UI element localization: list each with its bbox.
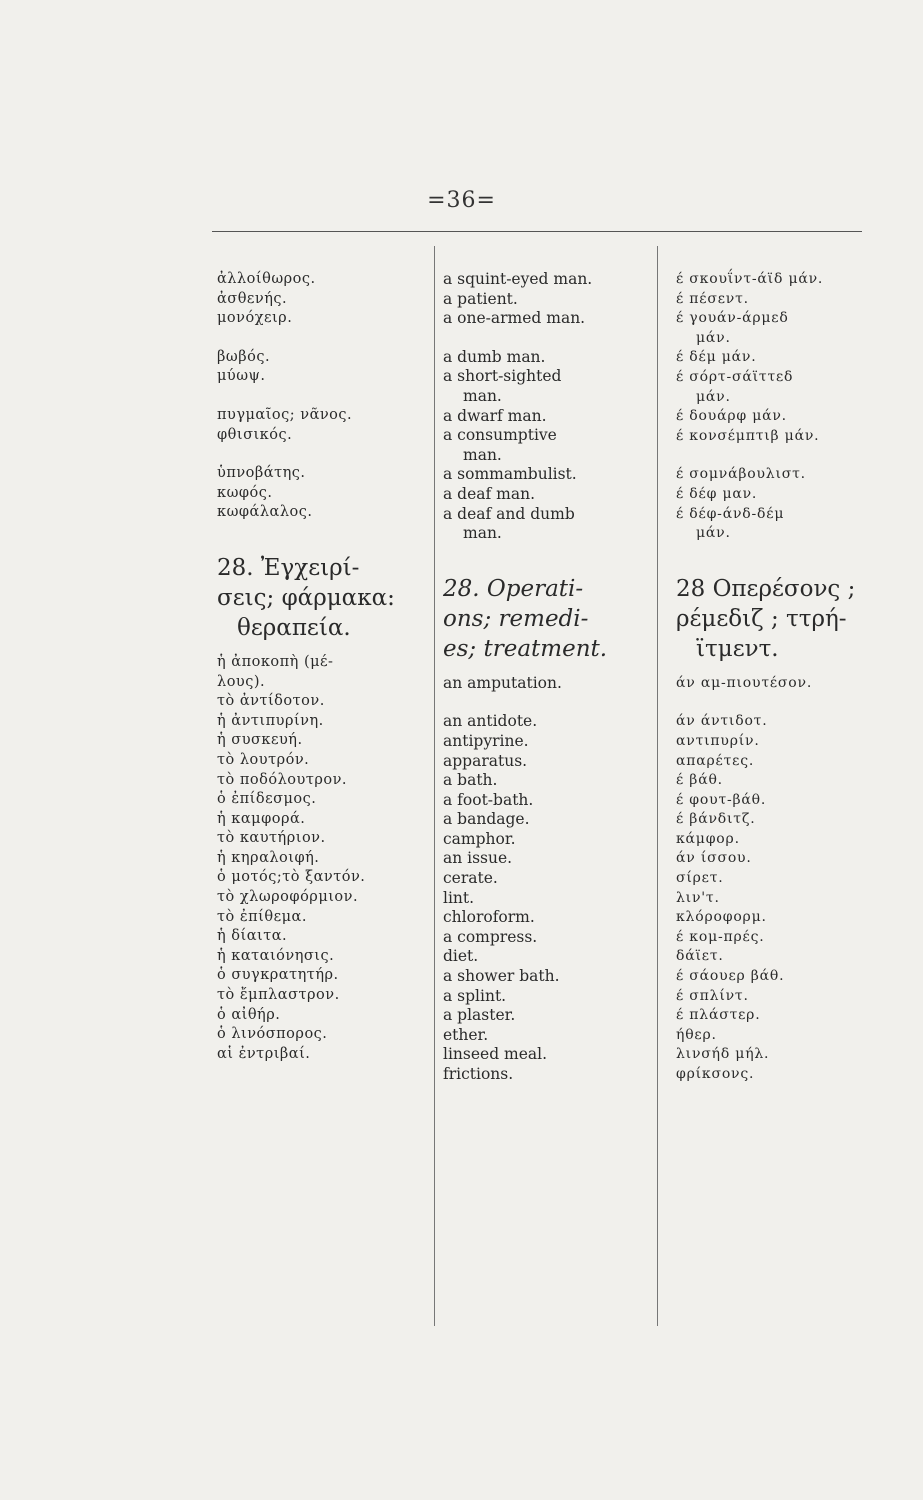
pronunciation-group-2 [676, 348, 861, 446]
pronunciation-group-3 [676, 465, 861, 543]
greek-group-4 [217, 464, 427, 523]
heading-line: ϊτμεντ. [696, 635, 779, 662]
english-term: cerate. [443, 869, 498, 888]
page-number: =36= [427, 188, 496, 213]
pronunciation-term: έ βάνδιτζ. [676, 811, 756, 828]
pronunciation-term: απαρέτες. [676, 752, 755, 769]
greek-group-2 [217, 348, 427, 387]
greek-term: ἡ καταιόνησις. [217, 947, 335, 964]
pronunciation-term: έ δέφ-άνδ-δέμ [676, 505, 785, 522]
greek-column [217, 270, 427, 1064]
pronunciation-term: έ σομνάβουλιστ. [676, 466, 806, 483]
pronunciation-term: έ δέφ μαν. [676, 485, 758, 502]
greek-term: ἀλλοίθωρος. [217, 271, 316, 287]
greek-term: τὸ λουτρόν. [217, 751, 310, 768]
pronunciation-term: έ σόρτ-σάϊττεδ [676, 368, 794, 385]
greek-term: αἱ ἐντριβαί. [217, 1045, 311, 1062]
greek-group-1 [217, 270, 427, 329]
english-term: a deaf man. [443, 484, 536, 503]
greek-term: πυγμαῖος; νᾶνος. [217, 406, 353, 423]
pronunciation-term: φρίκσονς. [676, 1066, 755, 1082]
greek-term: φθισικός. [217, 426, 293, 443]
greek-term: κωφός. [217, 484, 273, 501]
english-group-4 [443, 712, 648, 1084]
pronunciation-term: άν αμ-πιουτέσον. [676, 674, 813, 691]
pronunciation-term: ήθερ. [676, 1026, 717, 1043]
greek-term: μύωψ. [217, 368, 266, 385]
english-term: a splint. [443, 986, 507, 1005]
header-rule [212, 231, 862, 232]
english-term: diet. [443, 947, 479, 966]
english-term: man. [463, 386, 502, 405]
heading-line: θεραπεία. [237, 614, 351, 641]
pronunciation-term: έ γουάν-άρμεδ [676, 310, 789, 327]
pronunciation-term: μάν. [696, 329, 731, 346]
heading-line: ons; remedi- [443, 605, 589, 632]
english-term: a bath. [443, 771, 498, 790]
greek-term: ἡ κηραλοιφή. [217, 849, 320, 866]
greek-term: ἀσθενής. [217, 290, 288, 307]
english-term: an amputation. [443, 673, 562, 692]
pronunciation-group-4 [676, 674, 861, 694]
english-term: an antidote. [443, 712, 538, 731]
pronunciation-section-heading [676, 574, 861, 664]
english-section-heading [443, 574, 648, 664]
english-term: antipyrine. [443, 731, 529, 750]
greek-term: ὁ συγκρατητήρ. [217, 967, 339, 984]
english-term: a foot-bath. [443, 790, 534, 809]
greek-term: ἡ ἀποκοπὴ (μέ- [217, 653, 334, 670]
pronunciation-term: λινσήδ μήλ. [676, 1046, 770, 1063]
english-term: a deaf and dumb [443, 504, 575, 523]
pronunciation-term: μάν. [696, 525, 731, 542]
english-group-2 [443, 348, 648, 544]
greek-term: κωφάλαλος. [217, 504, 313, 521]
pronunciation-term: σίρετ. [676, 870, 724, 887]
pronunciation-term: έ πέσεντ. [676, 290, 749, 307]
heading-line: es; treatment. [443, 635, 608, 662]
english-term: a dumb man. [443, 347, 546, 366]
heading-line: 28. Ἐγχειρί- [217, 554, 360, 581]
english-term: a squint-eyed man. [443, 270, 593, 288]
pronunciation-group-1 [676, 270, 861, 348]
pronunciation-term: μάν. [696, 388, 731, 405]
english-term: frictions. [443, 1065, 514, 1083]
pronunciation-column [676, 270, 861, 1085]
english-term: a shower bath. [443, 967, 560, 986]
heading-line: 28. Operati- [443, 575, 584, 602]
english-term: a compress. [443, 927, 538, 946]
english-group-3 [443, 674, 648, 694]
greek-term: ὁ λινόσπορος. [217, 1026, 328, 1043]
greek-term: βωβός. [217, 348, 271, 365]
english-term: a patient. [443, 289, 518, 308]
english-term: a consumptive [443, 426, 557, 445]
pronunciation-term: έ βάθ. [676, 772, 723, 789]
greek-term: τὸ ἀντίδοτον. [217, 693, 325, 710]
pronunciation-term: έ δουάρφ μάν. [676, 408, 787, 425]
greek-term: τὸ ἔμπλαστρον. [217, 987, 340, 1004]
column-divider-left [434, 246, 435, 1326]
greek-term: λους). [217, 673, 266, 690]
greek-term: ὁ αἰθήρ. [217, 1006, 281, 1023]
greek-section-heading [217, 553, 427, 643]
greek-term: τὸ καυτήριον. [217, 830, 326, 847]
pronunciation-term: δάϊετ. [676, 948, 724, 965]
greek-term: ἡ δίαιτα. [217, 928, 288, 945]
english-term: chloroform. [443, 908, 535, 927]
english-group-1 [443, 270, 648, 329]
english-column [443, 270, 648, 1085]
pronunciation-term: έ σπλίντ. [676, 987, 749, 1004]
greek-term: ὁ ἐπίδεσμος. [217, 791, 317, 808]
english-term: an issue. [443, 849, 513, 868]
pronunciation-term: έ δέμ μάν. [676, 349, 757, 366]
greek-term: ἡ συσκευή. [217, 732, 303, 749]
pronunciation-term: κάμφορ. [676, 830, 740, 847]
english-term: man. [463, 524, 502, 543]
pronunciation-term: έ κονσέμπτιβ μάν. [676, 427, 820, 444]
greek-term: ἡ ἀντιπυρίνη. [217, 712, 324, 729]
pronunciation-term: άν ίσσου. [676, 850, 752, 867]
english-term: lint. [443, 888, 475, 907]
english-term: a short-sighted [443, 367, 562, 386]
pronunciation-term: έ κομ-πρές. [676, 928, 765, 945]
english-term: man. [463, 445, 502, 464]
greek-term: μονόχειρ. [217, 310, 293, 327]
pronunciation-term: άν άντιδοτ. [676, 713, 768, 730]
greek-term: ὁ μοτός;τὸ ξαντόν. [217, 869, 366, 886]
pronunciation-term: έ φουτ-βάθ. [676, 791, 767, 808]
greek-group-3 [217, 406, 427, 445]
heading-line: 28 Οπερέσονς ; [676, 575, 856, 602]
english-term: ether. [443, 1025, 489, 1044]
heading-line: σεις; φάρμακα: [217, 584, 395, 611]
greek-term: ἡ καμφορά. [217, 810, 306, 827]
pronunciation-term: λιν'τ. [676, 889, 720, 906]
english-term: apparatus. [443, 751, 528, 770]
column-divider-right [657, 246, 658, 1326]
greek-group-5 [217, 653, 427, 1064]
english-term: a dwarf man. [443, 406, 547, 425]
pronunciation-term: έ σκουΐντ-άϊδ μάν. [676, 271, 824, 287]
greek-term: τὸ ἐπίθεμα. [217, 908, 307, 925]
pronunciation-term: αντιπυρίν. [676, 732, 760, 749]
english-term: a sommambulist. [443, 465, 577, 484]
english-term: a plaster. [443, 1006, 516, 1025]
pronunciation-term: έ σάουερ βάθ. [676, 968, 785, 985]
heading-line: ρέμεδιζ ; ττρή- [676, 605, 847, 632]
greek-term: ὑπνοβάτης. [217, 465, 306, 482]
english-term: camphor. [443, 829, 516, 848]
pronunciation-term: κλόροφορμ. [676, 909, 767, 926]
pronunciation-group-5 [676, 712, 861, 1084]
english-term: linseed meal. [443, 1045, 548, 1064]
greek-term: τὸ χλωροφόρμιον. [217, 889, 359, 906]
pronunciation-term: έ πλάστερ. [676, 1007, 761, 1024]
greek-term: τὸ ποδόλουτρον. [217, 771, 348, 788]
english-term: a bandage. [443, 810, 530, 829]
english-term: a one-armed man. [443, 309, 586, 328]
